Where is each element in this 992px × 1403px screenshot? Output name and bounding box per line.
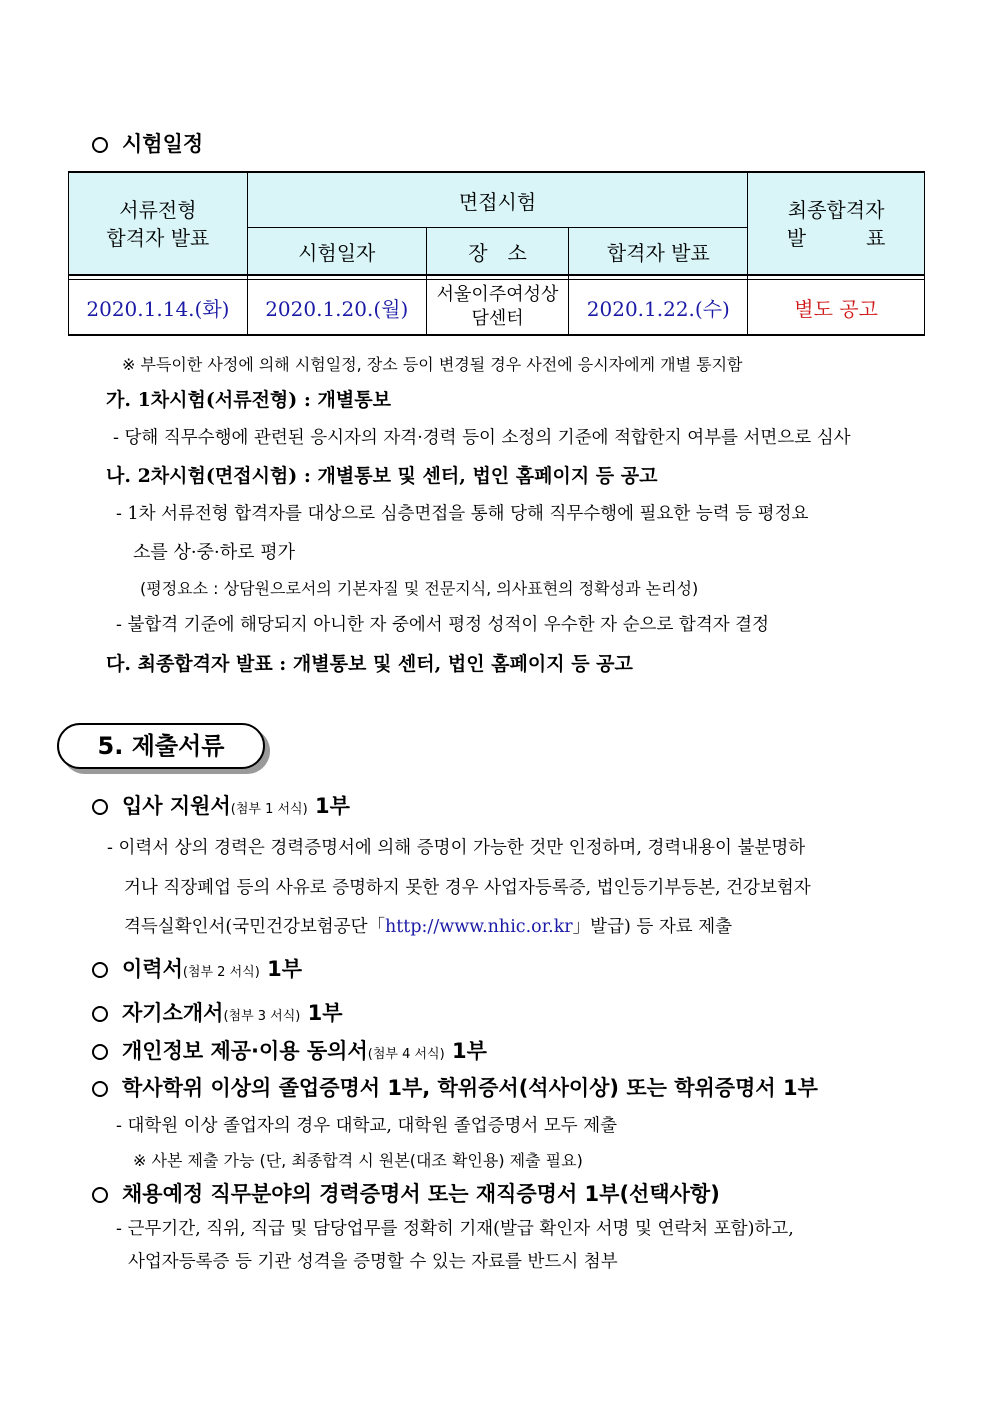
step-ga-desc: - 당해 직무수행에 관련된 응시자의 자격·경력 등이 소정의 기준에 적합한지 여부를 서면으로 심사 bbox=[113, 428, 851, 448]
doc4-heading: 개인정보 제공·이용 동의서(첨부 4 서식) 1부 bbox=[92, 1035, 487, 1065]
step-na: 나. 2차시험(면접시험) : 개별통보 및 센터, 법인 홈페이지 등 공고 bbox=[106, 465, 658, 487]
step-na-desc3: - 불합격 기준에 해당되지 아니한 자 중에서 평정 성적이 우수한 자 순으로 합격자 결정 bbox=[116, 615, 769, 635]
cell-place: 서울이주여성상 담센터 bbox=[426, 280, 569, 336]
doc1-desc3: 격득실확인서(국민건강보험공단「http://www.nhic.or.kr」발급) 등 자료 제출 bbox=[124, 917, 733, 937]
notice-text: ※ 부득이한 사정에 의해 시험일정, 장소 등이 변경될 경우 사전에 응시자에게 개별 통지함 bbox=[122, 355, 743, 374]
header-doc-result: 서류전형 합격자 발표 bbox=[69, 172, 248, 275]
circle-bullet-icon bbox=[92, 1044, 108, 1060]
doc3-heading: 자기소개서(첨부 3 서식) 1부 bbox=[92, 997, 343, 1027]
step-na-desc1b: 소를 상·중·하로 평가 bbox=[133, 542, 295, 563]
circle-bullet-icon bbox=[92, 1006, 108, 1022]
step-da: 다. 최종합격자 발표 : 개별통보 및 센터, 법인 홈페이지 등 공고 bbox=[106, 653, 633, 675]
doc6-desc2: 사업자등록증 등 기관 성격을 증명할 수 있는 자료를 반드시 첨부 bbox=[128, 1252, 618, 1272]
step-ga: 가. 1차시험(서류전형) : 개별통보 bbox=[106, 389, 391, 411]
cell-doc-result: 2020.1.14.(화) bbox=[69, 280, 248, 336]
nhic-link[interactable]: http://www.nhic.or.kr bbox=[385, 917, 573, 937]
step-na-desc2: (평정요소 : 상담원으로서의 기본자질 및 전문지식, 의사표현의 정확성과 논리성) bbox=[140, 579, 699, 598]
circle-bullet-icon bbox=[92, 799, 108, 815]
doc5-desc1: - 대학원 이상 졸업자의 경우 대학교, 대학원 졸업증명서 모두 제출 bbox=[116, 1116, 618, 1136]
cell-interview-result: 2020.1.22.(수) bbox=[569, 280, 748, 336]
doc6-heading: 채용예정 직무분야의 경력증명서 또는 재직증명서 1부(선택사항) bbox=[92, 1178, 720, 1208]
circle-bullet-icon bbox=[92, 962, 108, 978]
doc1-desc2: 거나 직장폐업 등의 사유로 증명하지 못한 경우 사업자등록증, 법인등기부등본, 건강보험자 bbox=[124, 878, 811, 898]
circle-bullet-icon bbox=[92, 137, 108, 153]
header-interview-date: 시험일자 bbox=[247, 228, 426, 276]
header-final: 최종합격자 발 표 bbox=[748, 172, 925, 275]
header-place: 장 소 bbox=[426, 228, 569, 276]
doc2-heading: 이력서(첨부 2 서식) 1부 bbox=[92, 953, 302, 983]
section5-title-box bbox=[57, 723, 265, 769]
doc1-heading: 입사 지원서(첨부 1 서식) 1부 bbox=[92, 790, 350, 820]
doc1-desc1: - 이력서 상의 경력은 경력증명서에 의해 증명이 가능한 것만 인정하며, 경력내용이 불분명하 bbox=[107, 838, 806, 858]
schedule-table bbox=[68, 171, 925, 336]
header-interview: 면접시험 bbox=[247, 172, 747, 228]
header-interview-result: 합격자 발표 bbox=[569, 228, 748, 276]
section5-title: 5. 제출서류 bbox=[97, 732, 225, 760]
circle-bullet-icon bbox=[92, 1081, 108, 1097]
doc5-heading: 학사학위 이상의 졸업증명서 1부, 학위증서(석사이상) 또는 학위증명서 1부 bbox=[92, 1072, 818, 1102]
schedule-heading: 시험일정 bbox=[92, 128, 203, 158]
cell-interview-date: 2020.1.20.(월) bbox=[247, 280, 426, 336]
step-na-desc1: - 1차 서류전형 합격자를 대상으로 심층면접을 통해 당해 직무수행에 필요한 능력 등 평정요 bbox=[116, 504, 809, 524]
doc6-desc1: - 근무기간, 직위, 직급 및 담당업무를 정확히 기재(발급 확인자 서명 및 연락처 포함)하고, bbox=[116, 1219, 794, 1239]
cell-final: 별도 공고 bbox=[748, 280, 925, 336]
doc5-desc2: ※ 사본 제출 가능 (단, 최종합격 시 원본(대조 확인용) 제출 필요) bbox=[133, 1151, 583, 1170]
circle-bullet-icon bbox=[92, 1187, 108, 1203]
